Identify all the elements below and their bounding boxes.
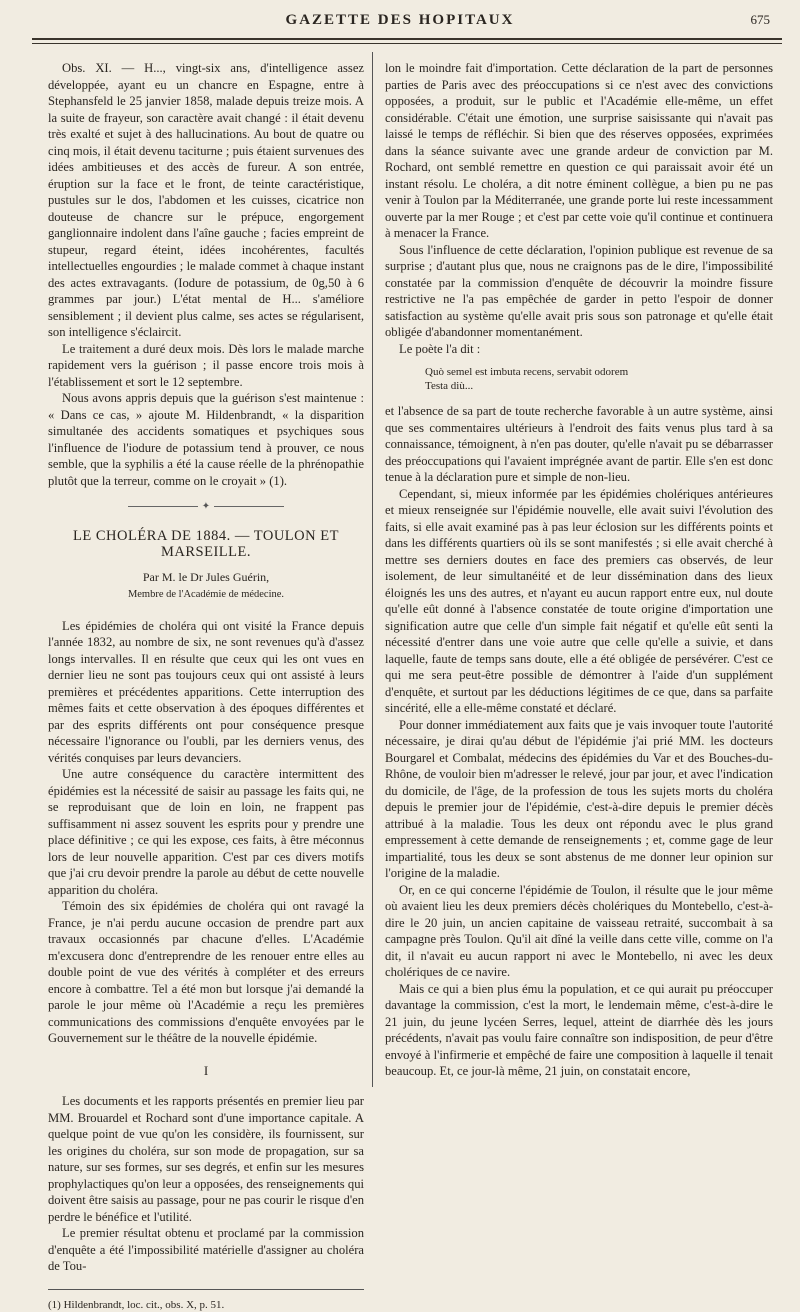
latin-quote [425,365,773,393]
right-column [385,60,773,1080]
obs-paragraph: Nous avons appris depuis que la guérison s'est maintenue : « Dans ce cas, » ajoute M. Hildenbrandt, « la disparition simultanée des accidents somatiques et psychiques sous l'influence de l'iodure de potassium tend à prouver, ce nous semble, que la syphilis a été la cause réelle de la phrénopathie plutôt que la terreur, comme on le croyait » (1). [48,391,364,488]
footnote-rule [48,1289,364,1290]
article-paragraph: lon le moindre fait d'importation. Cette déclaration de la part de personnes parties de Paris avec des préoccupations si ce n'est avec des convictions opposées, a produit, sur le public et l'Académie elle-même, un effet considérable. C'était une émotion, une surprise saisissante qui n'avait pas laissé le temps de réfléchir. Si bien que des réserves opposées, exprimées dans la séance suivante avec une grande ardeur de conviction par M. Rochard, ont semblé remettre en question ce qui paraissait avoir été un instant résolu. Le choléra, a dit notre éminent collègue, a bien pu ne pas venir à Toulon par la Méditerranée, une grande porte lui reste incessamment ouverte par la mer Rouge ; et c'est par cette voie qu'il continue et continuera à menacer la France. [385,61,773,240]
quote-line: Quò semel est imbuta recens, servabit odorem [425,366,629,378]
article-paragraph: Sous l'influence de cette déclaration, l'opinion publique est revenue de sa surprise ; d'autant plus que, nous ne craignons pas de le dire, l'impossibilité constatée par la commission d'enquête de découvrir la moindre fissure restrictive ne l'a pas empêchée de garder in petto l'espoir de donner satisfaction au système qu'elle avait pris sous son patronage et qu'elle était obligée d'abandonner momentanément. [385,242,773,339]
article-paragraph: Cependant, si, mieux informée par les épidémies cholériques antérieures et mieux renseignée sur l'épidémie nouvelle, elle avait suivi l'évolution des faits, si elle avait examiné pas à pas leur éclosion sur les différents points et dans les différents quartiers où ils se sont manifestés ; si elle avait cherché à mettre ses derniers doutes en face des premiers cas observés, de leur isolement, de leur simultanéité et de leur dissémination dans des lieux éloignés les uns des autres, et n'ayant eu aucun rapport entre eux, nul doute qu'elle eût donné à l'absence constatée de toute origine d'importation une signification autre que celle d'un simple fait négatif et qu'elle eût senti la nécessité d'entrer dans une voie autre que celle qu'elle a suivie, et dans laquelle, faute de temps sans doute, elle a été obligée de persévérer. C'est ce qui me sera peut-être possible de démontrer à l'aide d'un supplément d'enquête, et surtout par les déductions légitimes de ce que, dans sa parfaite sincérité, elle a elle-même constaté et déclaré. [385,486,773,715]
article-paragraph: Les documents et les rapports présentés en premier lieu par MM. Brouardel et Rochard sont d'une importance capitale. A quelque point de vue qu'on les considère, ils fournissent, sur les origines du choléra, sur son mode de propagation, sur sa nature, sur ses formes, sur ses degrés, et enfin sur les mesures prophylactiques qu'on leur a opposées, des renseignements qui doivent être saisis au passage, pour ne pas courir le risque d'en perdre le bénéfice et l'utilité. [48,1094,364,1224]
article-title: LE CHOLÉRA DE 1884. — TOULON ET MARSEILLE. [73,527,339,560]
article-paragraph: Mais ce qui a bien plus ému la population, et ce qui aurait pu préoccuper davantage la commission, c'est la mort, le lendemain même, c'est-à-dire le 21 juin, du jeune lycéen Serres, lequel, atteint de diarrhée dès les jours précédents, n'avait pas voulu faire connaître son indisposition, de peur d'être envoyé à l'infirmerie et empêché de faire une composition à laquelle il tenait beaucoup. Et, ce jour-là même, 21 juin, on constatait encore, [385,981,773,1078]
article-paragraph: Une autre conséquence du caractère intermittent des épidémies est la nécessité de saisir au passage les faits qui, ne se reproduisant que de loin en loin, ne frappent pas suffisamment ni assez souvent les esprits pour y prendre une place définitive ; ce qui les expose, ces faits, à être méconnus lors de leur nouvelle apparition. C'est par ces divers motifs que j'ai cru devoir prendre la parole au début de cette nouvelle apparition du choléra. [48,767,364,897]
article-paragraph: Pour donner immédiatement aux faits que je vais invoquer toute l'autorité nécessaire, je dirai qu'au début de l'épidémie j'ai prié MM. les docteurs Bourgarel et Combalat, médecins des épidémies du Var et des Bouches-du-Rhône, de vouloir bien m'adresser le relevé, jour par jour, et avec l'indication du domicile, de l'âge, de la profession de tous les sujets morts du choléra depuis le premier jour de l'épidémie, c'est-à-dire depuis le premier décès attribué à la maladie. Tous les deux ont répondu avec le plus grand empressement à cette demande de renseignements ; et, comme gage de leur impartialité, tous les deux se sont abstenus de me donner leur opinion sur l'origine de la maladie. [385,717,773,880]
author-affiliation: Membre de l'Académie de médecine. [127,589,285,600]
left-column [48,60,364,1312]
running-title: GAZETTE DES HOPITAUX [285,12,515,28]
quote-line: Testa diù... [425,380,474,392]
column-divider [372,52,373,1087]
footnote: (1) Hildenbrandt, loc. cit., obs. X, p. 51. [48,1298,225,1311]
article-paragraph: Les épidémies de choléra qui ont visité la France depuis l'année 1832, au nombre de six, ne sont revenues qu'à d'assez longs intervalles. Il en résulte que ceux qui les ont vues en dernier lieu ne sont pas toujours ceux qui ont assisté à leurs premières et précédentes apparitions. Cette interruption des mêmes faits et cette observation à des époques différentes et par des esprits différents ont pour conséquence presque nécessaire l'ignorance ou l'oubli, par les derniers venus, des vérités conquises par leurs devanciers. [48,618,364,765]
article-paragraph: Le premier résultat obtenu et proclamé par la commission d'enquête a été l'impossibilité matérielle d'assigner au choléra de Tou- [48,1226,364,1273]
obs-paragraph: Le traitement a duré deux mois. Dès lors le malade marche rapidement vers la guérison ; il passe encore trois mois à l'établissement et sort le 12 septembre. [48,341,364,389]
byline: Par M. le Dr Jules Guérin, [142,569,270,584]
article-paragraph: et l'absence de sa part de toute recherche favorable à un autre système, ainsi que ses commentaires ultérieurs à l'endroit des faits venus plus tard à sa connaissance, témoignent, à n'en pas douter, qu'elle n'avait pu se débarrasser des préoccupations qui l'avaient imprégnée avant de partir. Elle s'en est donc tenue à la déclaration pure et simple de non-lieu. [385,404,773,484]
section-separator: ✦ [48,499,364,516]
header-rule-thin [32,43,782,44]
header-rule [32,38,782,40]
article-paragraph: Témoin des six épidémies de choléra qui ont ravagé la France, je n'ai perdu aucune occasion de prendre part aux travaux occasionnés par chacune d'elles. L'Académie m'excusera donc d'entreprendre de les renouer entre elles au double point de vue des vérités à compléter et des erreurs encore à combattre. Tel a été mon but lorsque j'ai demandé la parole le jour même où l'Académie a reçu les premières communications des commissions d'enquête envoyées par le Gouvernement sur le théâtre de la nouvelle épidémie. [48,899,364,1045]
section-number: I [203,1062,209,1078]
obs-paragraph: Obs. XI. — H..., vingt-six ans, d'intelligence assez développée, ayant eu un chancre en Espagne, entre à Stephansfeld le 25 janvier 1858, malade depuis treize mois. A la suite de frayeur, son caractère avait changé : il était devenu très exalté et sujet à des hallucinations. Au bout de quatre ou cinq mois, il était devenu taciturne ; puis étaient survenues des idées ambitieuses et des accès de fureur. A son entrée, éruption sur la face et le front, de teinte caractéristique, pustules sur le dos, l'abdomen et les cuisses, cicatrice non douteuse de chancre sur le prépuce, engorgement ganglionnaire indolent dans l'aîne gauche ; facies empreint de stupeur, regard éteint, idées incohérentes, facultés intellectuelles engourdies ; le malade commet à chaque instant des actes extravagants. (Iodure de potassium, de 0g,50 à 6 grammes par jour.) L'état mental de H... s'améliore sensiblement ; il devient plus calme, ses actes se régularisent, son intelligence s'éclaircit. [48,61,364,339]
article-paragraph: Or, en ce qui concerne l'épidémie de Toulon, il résulte que le jour même où avaient lieu les deux premiers décès cholériques du Montebello, c'est-à-dire le 20 juin, un ancien capitaine de vaisseau retraité, succombait à sa campagne près Toulon. Qu'il ait dîné la veille dans cette ville, comme on l'a dit, il n'avait eu aucun rapport ni avec le Montebello, ni avec les deux cholériques de ce navire. [385,882,773,979]
page-number: 675 [750,12,770,27]
article-paragraph: Le poète l'a dit : [399,341,481,356]
